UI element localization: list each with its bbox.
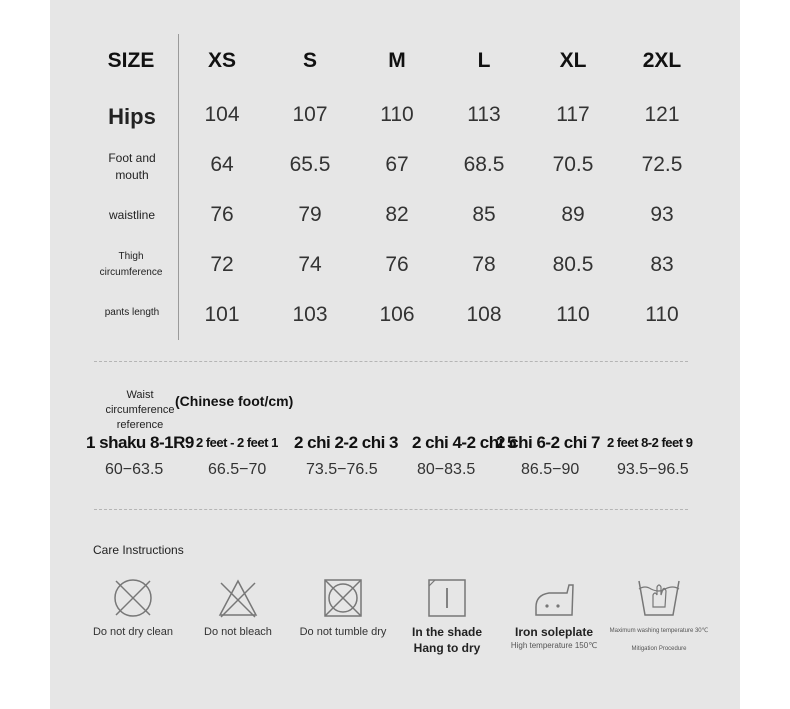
table-cell: 108	[466, 303, 502, 326]
table-cell: 110	[556, 303, 590, 326]
table-cell: 65.5	[289, 153, 331, 176]
size-header-xs: XS	[207, 49, 236, 72]
waist-name: 2 chi 4-2 chi 5	[412, 433, 516, 452]
table-cell: 93	[650, 203, 674, 226]
table-cell: 72.5	[641, 153, 683, 176]
size-header-l: L	[477, 49, 491, 72]
waist-name: 2 feet - 2 feet 1	[196, 435, 278, 450]
care-sub-label: Mitigation Procedure	[631, 646, 687, 652]
size-header-s: S	[302, 49, 317, 72]
size-header-2xl: 2XL	[642, 49, 682, 72]
row-label-waistline: waistline	[108, 208, 156, 222]
care-sub-label: High temperature 150℃	[510, 641, 598, 650]
table-cell: 68.5	[463, 153, 505, 176]
waist-unit-label: (Chinese foot/cm)	[175, 393, 294, 409]
care-item	[183, 577, 293, 640]
table-cell: 101	[204, 303, 240, 326]
table-cell: 76	[210, 203, 234, 226]
waist-name: 2 feet 8-2 feet 9	[607, 435, 693, 450]
care-item	[78, 577, 188, 640]
table-cell: 113	[467, 103, 501, 126]
size-header-label: SIZE	[107, 49, 155, 72]
table-cell: 82	[385, 203, 409, 226]
table-cell: 78	[472, 253, 496, 276]
table-cell: 85	[472, 203, 496, 226]
hand-wash-icon	[637, 577, 681, 619]
waist-reference-label: Waist circumference reference	[105, 389, 175, 431]
table-cell: 70.5	[552, 153, 594, 176]
no-tumble-dry-icon	[322, 577, 364, 619]
table-cell: 89	[561, 203, 585, 226]
dashed-divider	[94, 509, 688, 510]
waist-range: 73.5−76.5	[306, 461, 378, 478]
waist-name: 1 shaku 8-1R9	[86, 433, 194, 452]
shade-dry-icon	[426, 577, 468, 619]
waist-range: 86.5−90	[521, 461, 580, 478]
row-label-pants-length: pants length	[104, 307, 160, 318]
no-bleach-icon	[217, 577, 259, 619]
waist-name: 2 chi 2-2 chi 3	[294, 433, 398, 452]
care-label: Maximum washing temperature 30℃	[609, 628, 709, 634]
table-cell: 64	[210, 153, 234, 176]
table-cell: 104	[204, 103, 240, 126]
dashed-divider	[94, 361, 688, 362]
care-label: In the shade	[411, 625, 482, 639]
iron-icon	[533, 577, 575, 619]
care-item	[604, 577, 714, 655]
table-cell: 117	[556, 103, 590, 126]
no-dry-clean-icon	[112, 577, 154, 619]
care-label: Do not tumble dry	[299, 626, 387, 638]
table-cell: 72	[210, 253, 234, 276]
care-item	[392, 577, 502, 656]
table-cell: 76	[385, 253, 409, 276]
waist-name: 2 chi 6-2 chi 7	[496, 433, 600, 452]
care-label: Do not dry clean	[92, 626, 174, 638]
waist-range: 66.5−70	[208, 461, 267, 478]
table-cell: 103	[292, 303, 328, 326]
waist-range: 80−83.5	[417, 461, 476, 478]
table-cell: 121	[644, 103, 680, 126]
care-label: Hang to dry	[413, 641, 481, 655]
row-label-foot-mouth: Foot and mouth	[108, 151, 156, 182]
table-cell: 80.5	[552, 253, 594, 276]
table-cell: 83	[650, 253, 674, 276]
table-cell: 106	[379, 303, 415, 326]
care-label: Iron soleplate	[514, 625, 594, 639]
table-cell: 74	[298, 253, 322, 276]
size-header-xl: XL	[559, 49, 587, 72]
waist-range: 60−63.5	[105, 461, 164, 478]
care-item	[499, 577, 609, 652]
table-cell: 67	[385, 153, 409, 176]
table-cell: 110	[380, 103, 414, 126]
care-label: Do not bleach	[204, 626, 272, 638]
waist-range: 93.5−96.5	[617, 461, 689, 478]
table-cell: 79	[298, 203, 322, 226]
care-item	[288, 577, 398, 640]
row-label-hips: Hips	[108, 104, 156, 129]
size-header-m: M	[388, 49, 406, 72]
row-label-thigh: Thigh circumference	[99, 251, 163, 278]
table-cell: 107	[292, 103, 328, 126]
table-cell: 110	[645, 303, 679, 326]
care-title: Care Instructions	[93, 543, 184, 557]
table-divider	[178, 34, 179, 340]
